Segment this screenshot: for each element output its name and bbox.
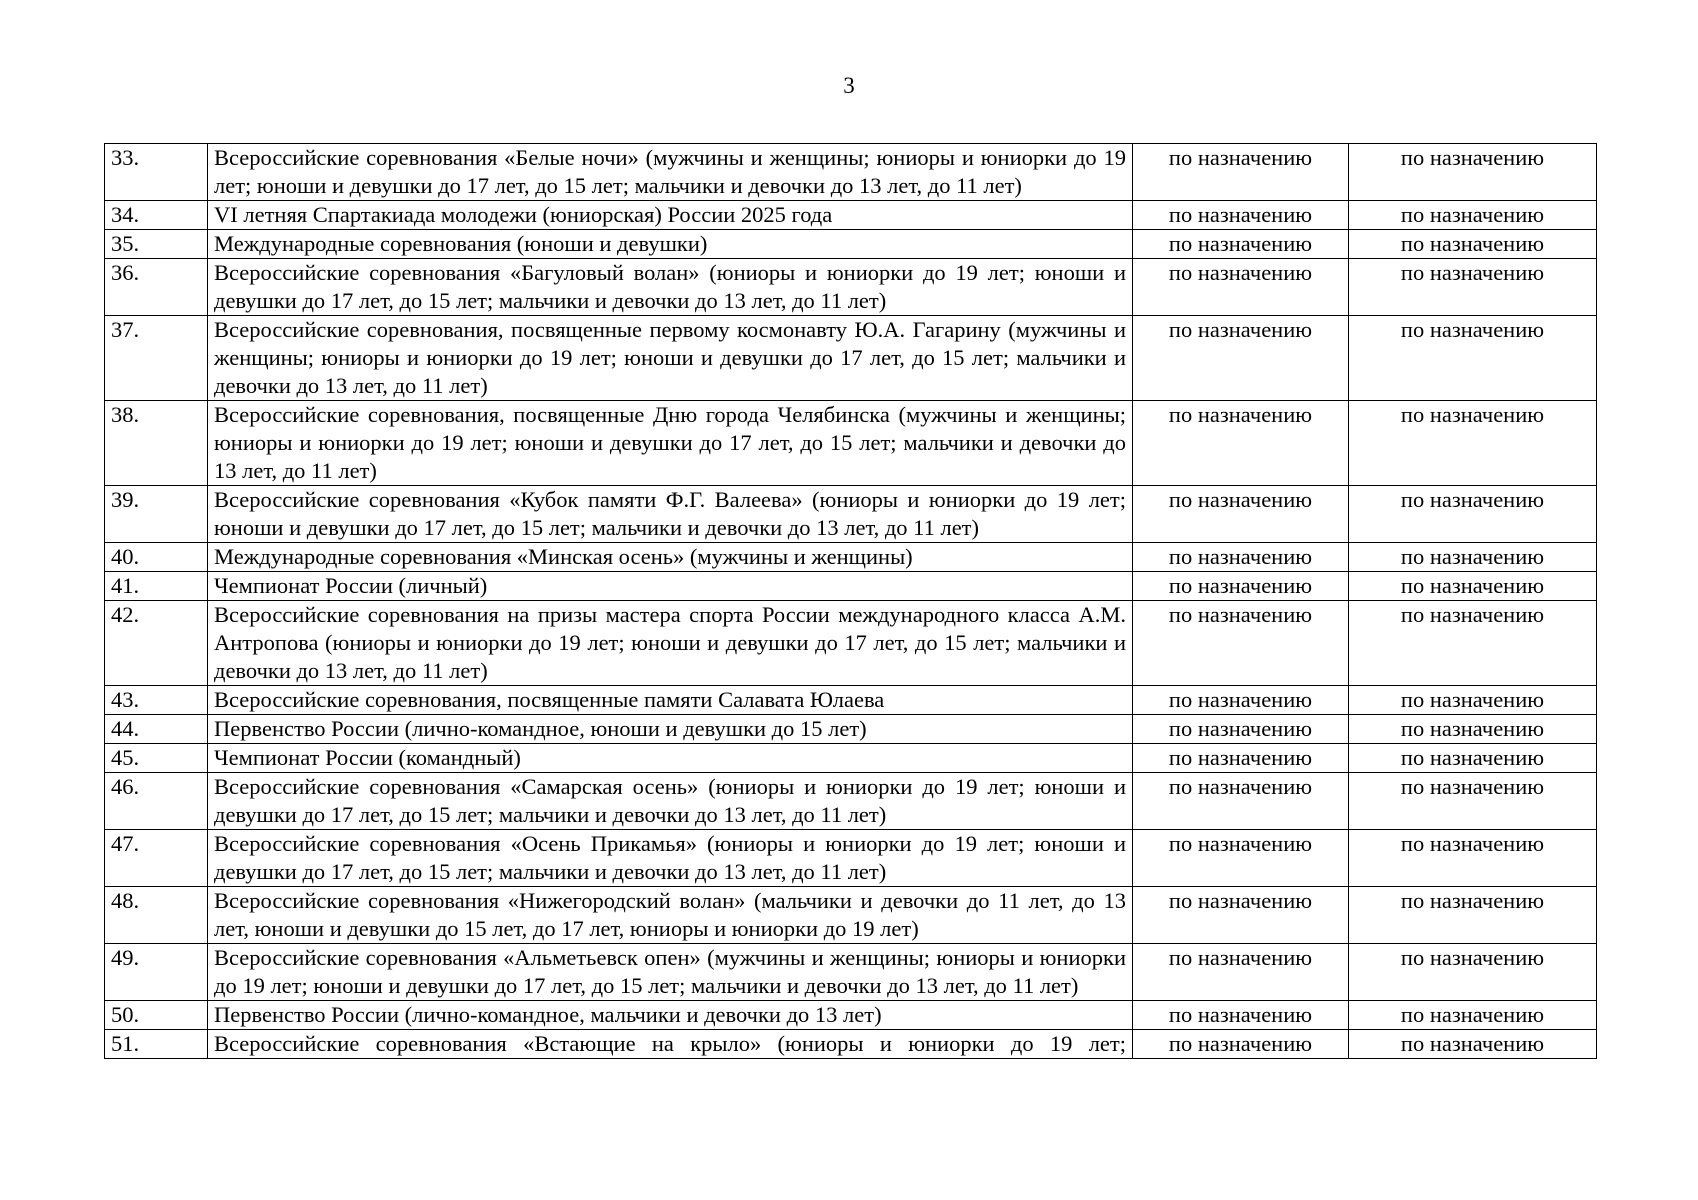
table-row <box>105 1030 1597 1059</box>
table-row <box>105 259 1597 316</box>
dates-cell: по назначению <box>1133 144 1349 201</box>
event-name: Чемпионат России (личный) <box>208 572 1133 601</box>
row-number: 40. <box>105 543 208 572</box>
venue-cell: по назначению <box>1349 601 1597 686</box>
table-row <box>105 744 1597 773</box>
venue-cell: по назначению <box>1349 944 1597 1001</box>
table-row <box>105 316 1597 401</box>
venue-cell: по назначению <box>1349 1001 1597 1030</box>
event-name: Всероссийские соревнования «Самарская осень» (юниоры и юниорки до 19 лет; юноши и девушки до 17 лет, до 15 лет; мальчики и девочки до 13 лет, до 11 лет) <box>208 773 1133 830</box>
venue-cell: по назначению <box>1349 744 1597 773</box>
venue-cell: по назначению <box>1349 1030 1597 1059</box>
event-name: Всероссийские соревнования, посвященные памяти Салавата Юлаева <box>208 686 1133 715</box>
table-row <box>105 686 1597 715</box>
venue-cell: по назначению <box>1349 773 1597 830</box>
row-number: 34. <box>105 201 208 230</box>
dates-cell: по назначению <box>1133 830 1349 887</box>
dates-cell: по назначению <box>1133 1001 1349 1030</box>
dates-cell: по назначению <box>1133 316 1349 401</box>
row-number: 44. <box>105 715 208 744</box>
dates-cell: по назначению <box>1133 744 1349 773</box>
event-name: Всероссийские соревнования «Нижегородский волан» (мальчики и девочки до 11 лет, до 13 лет, юноши и девушки до 15 лет, до 17 лет, юниоры и юниорки до 19 лет) <box>208 887 1133 944</box>
schedule-table-body <box>105 144 1597 1059</box>
table-row <box>105 830 1597 887</box>
venue-cell: по назначению <box>1349 486 1597 543</box>
dates-cell: по назначению <box>1133 1030 1349 1059</box>
dates-cell: по назначению <box>1133 543 1349 572</box>
row-number: 46. <box>105 773 208 830</box>
venue-cell: по назначению <box>1349 830 1597 887</box>
row-number: 39. <box>105 486 208 543</box>
competition-schedule-table <box>104 143 1597 1059</box>
row-number: 49. <box>105 944 208 1001</box>
dates-cell: по назначению <box>1133 230 1349 259</box>
table-row <box>105 601 1597 686</box>
event-name: Всероссийские соревнования «Осень Прикамья» (юниоры и юниорки до 19 лет; юноши и девушки до 17 лет, до 15 лет; мальчики и девочки до 13 лет, до 11 лет) <box>208 830 1133 887</box>
row-number: 35. <box>105 230 208 259</box>
row-number: 48. <box>105 887 208 944</box>
row-number: 36. <box>105 259 208 316</box>
event-name: Международные соревнования (юноши и девушки) <box>208 230 1133 259</box>
dates-cell: по назначению <box>1133 486 1349 543</box>
dates-cell: по назначению <box>1133 944 1349 1001</box>
row-number: 45. <box>105 744 208 773</box>
event-name: Международные соревнования «Минская осень» (мужчины и женщины) <box>208 543 1133 572</box>
row-number: 37. <box>105 316 208 401</box>
table-row <box>105 572 1597 601</box>
row-number: 50. <box>105 1001 208 1030</box>
dates-cell: по назначению <box>1133 572 1349 601</box>
event-name: Всероссийские соревнования «Встающие на крыло» (юниоры и юниорки до 19 лет; <box>208 1030 1133 1059</box>
venue-cell: по назначению <box>1349 887 1597 944</box>
venue-cell: по назначению <box>1349 230 1597 259</box>
dates-cell: по назначению <box>1133 686 1349 715</box>
event-name: Всероссийские соревнования, посвященные первому космонавту Ю.А. Гагарину (мужчины и женщины; юниоры и юниорки до 19 лет; юноши и девушки до 17 лет, до 15 лет; мальчики и девочки до 13 лет, до 11 лет) <box>208 316 1133 401</box>
table-row <box>105 1001 1597 1030</box>
venue-cell: по назначению <box>1349 144 1597 201</box>
dates-cell: по назначению <box>1133 201 1349 230</box>
event-name: Первенство России (лично-командное, мальчики и девочки до 13 лет) <box>208 1001 1133 1030</box>
table-row <box>105 773 1597 830</box>
event-name: Всероссийские соревнования «Белые ночи» (мужчины и женщины; юниоры и юниорки до 19 лет; юноши и девушки до 17 лет, до 15 лет; мальчики и девочки до 13 лет, до 11 лет) <box>208 144 1133 201</box>
row-number: 41. <box>105 572 208 601</box>
event-name: Всероссийские соревнования «Альметьевск опен» (мужчины и женщины; юниоры и юниорки до 19 лет; юноши и девушки до 17 лет, до 15 лет; мальчики и девочки до 13 лет, до 11 лет) <box>208 944 1133 1001</box>
row-number: 51. <box>105 1030 208 1059</box>
venue-cell: по назначению <box>1349 316 1597 401</box>
event-name: Всероссийские соревнования на призы мастера спорта России международного класса А.М. Антропова (юниоры и юниорки до 19 лет; юноши и девушки до 17 лет, до 15 лет; мальчики и девочки до 13 лет, до 11 лет) <box>208 601 1133 686</box>
dates-cell: по назначению <box>1133 259 1349 316</box>
venue-cell: по назначению <box>1349 572 1597 601</box>
event-name: Всероссийские соревнования «Багуловый волан» (юниоры и юниорки до 19 лет; юноши и девушки до 17 лет, до 15 лет; мальчики и девочки до 13 лет, до 11 лет) <box>208 259 1133 316</box>
dates-cell: по назначению <box>1133 887 1349 944</box>
dates-cell: по назначению <box>1133 715 1349 744</box>
row-number: 42. <box>105 601 208 686</box>
table-row <box>105 230 1597 259</box>
venue-cell: по назначению <box>1349 401 1597 486</box>
row-number: 33. <box>105 144 208 201</box>
event-name: Всероссийские соревнования «Кубок памяти Ф.Г. Валеева» (юниоры и юниорки до 19 лет; юноши и девушки до 17 лет, до 15 лет; мальчики и девочки до 13 лет, до 11 лет) <box>208 486 1133 543</box>
venue-cell: по назначению <box>1349 686 1597 715</box>
table-row <box>105 887 1597 944</box>
table-row <box>105 715 1597 744</box>
dates-cell: по назначению <box>1133 401 1349 486</box>
table-row <box>105 144 1597 201</box>
dates-cell: по назначению <box>1133 601 1349 686</box>
page-number: 3 <box>843 73 855 98</box>
event-name: Чемпионат России (командный) <box>208 744 1133 773</box>
event-name: Всероссийские соревнования, посвященные Дню города Челябинска (мужчины и женщины; юниоры и юниорки до 19 лет; юноши и девушки до 17 лет, до 15 лет; мальчики и девочки до 13 лет, до 11 лет) <box>208 401 1133 486</box>
venue-cell: по назначению <box>1349 543 1597 572</box>
venue-cell: по назначению <box>1349 715 1597 744</box>
table-row <box>105 201 1597 230</box>
row-number: 47. <box>105 830 208 887</box>
event-name: Первенство России (лично-командное, юноши и девушки до 15 лет) <box>208 715 1133 744</box>
table-row <box>105 486 1597 543</box>
venue-cell: по назначению <box>1349 201 1597 230</box>
row-number: 38. <box>105 401 208 486</box>
venue-cell: по назначению <box>1349 259 1597 316</box>
row-number: 43. <box>105 686 208 715</box>
table-row <box>105 401 1597 486</box>
table-row <box>105 944 1597 1001</box>
event-name: VI летняя Спартакиада молодежи (юниорская) России 2025 года <box>208 201 1133 230</box>
dates-cell: по назначению <box>1133 773 1349 830</box>
table-row <box>105 543 1597 572</box>
